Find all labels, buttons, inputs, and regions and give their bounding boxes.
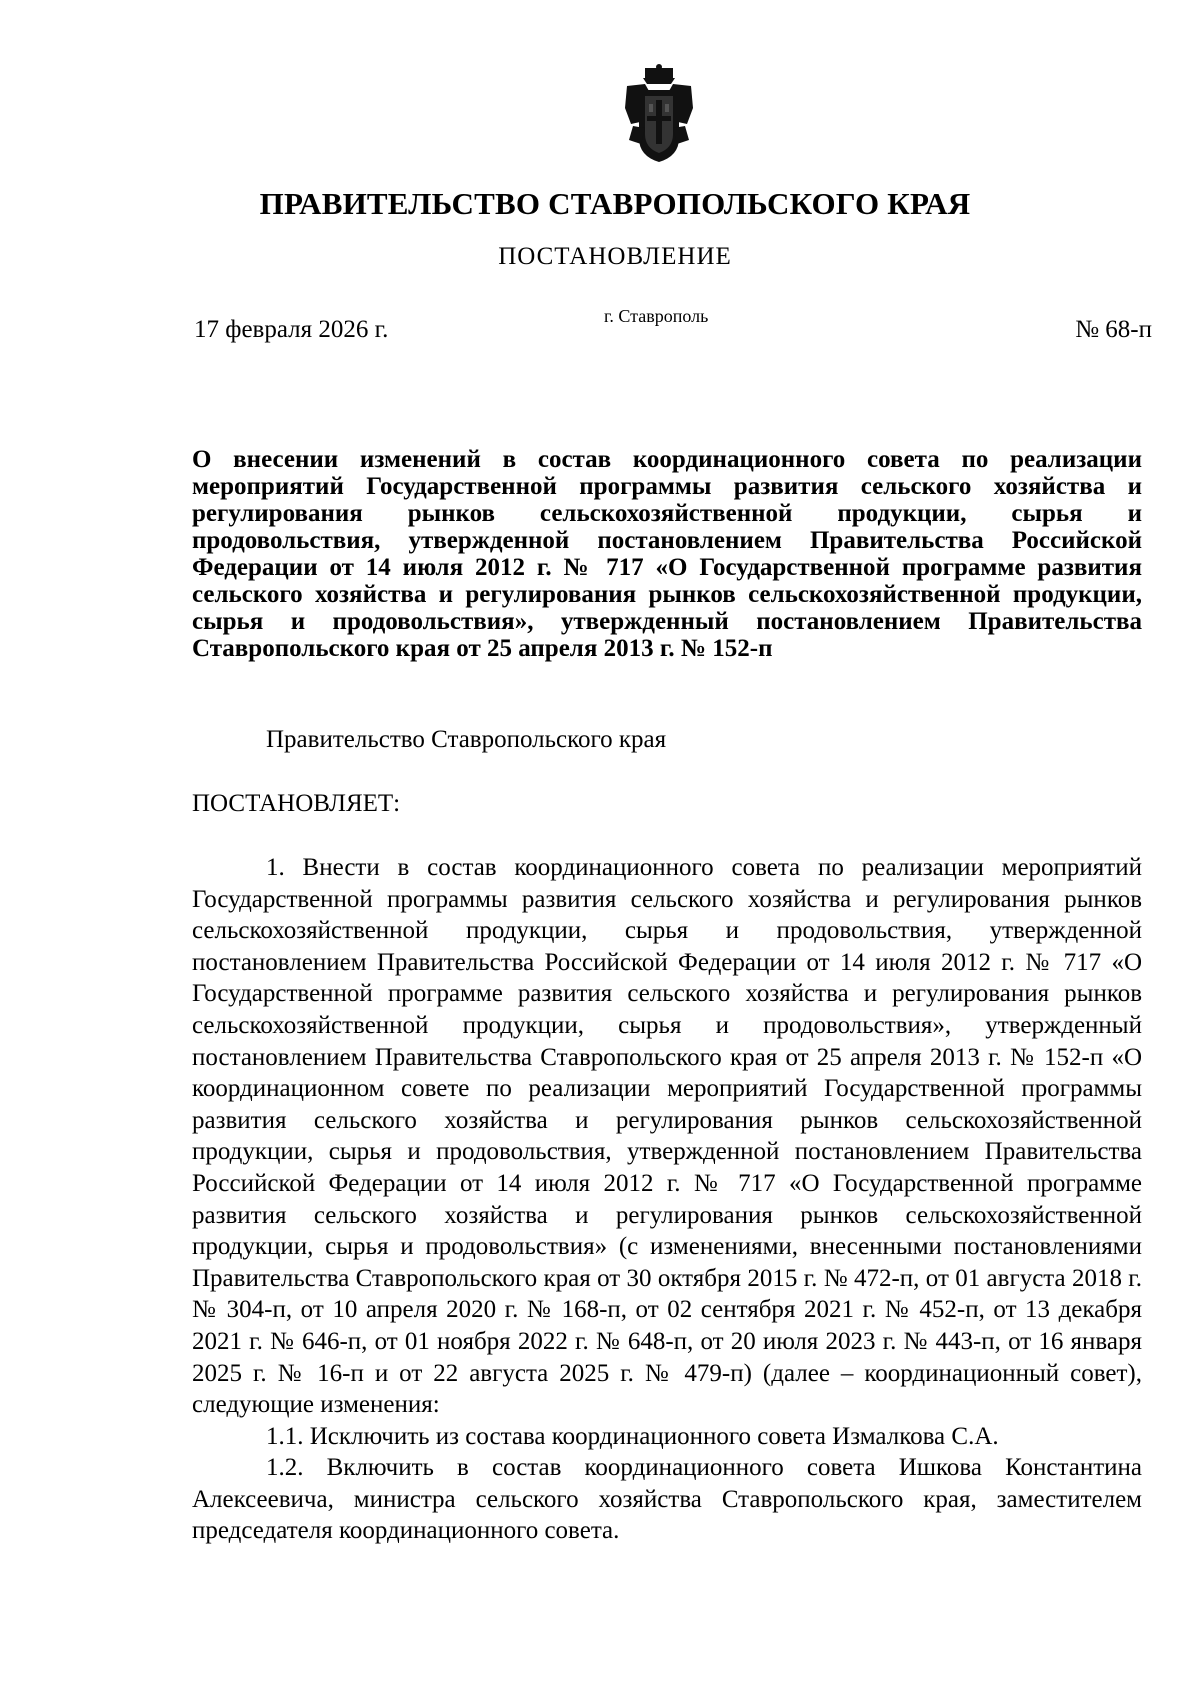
document-type: ПОСТАНОВЛЕНИЕ xyxy=(498,243,732,270)
paragraph-1-2: 1.2. Включить в состав координационного совета Ишкова Константина Алексеевича, министра сельского хозяйства Ставропольского края, заместителем председателя координационного совета. xyxy=(192,1454,1142,1545)
coat-of-arms-icon xyxy=(623,64,695,164)
document-date: 17 февраля 2026 г. xyxy=(194,316,389,343)
document-subject: О внесении изменений в состав координационного совета по реализации мероприятий Государственной программы развития сельского хозяйства и регулирования рынков сельскохозяйственной продукции, сырья и продовольствия, утвержденной постановлением Правительства Российской Федерации от 14 июля 2012 г. № 717 «О Государственной программе развития сельского хозяйства и регулирования рынков сельскохозяйственной продукции, сырья и продовольствия», утвержденный постановлением Правительства Ставропольского края от 25 апреля 2013 г. № 152-п xyxy=(192,446,1142,662)
issuer-name: Правительство Ставропольского края xyxy=(266,726,667,753)
paragraph-1-1: 1.1. Исключить из состава координационного совета Измалкова С.А. xyxy=(266,1422,999,1450)
paragraph-1: 1. Внести в состав координационного совета по реализации мероприятий Государственной программы развития сельского хозяйства и регулирования рынков сельскохозяйственной продукции, сырья и продовольствия, утвержденной постановлением Правительства Российской Федерации от 14 июля 2012 г. № 717 «О Государственной программе развития сельского хозяйства и регулирования рынков сельскохозяйственной продукции, сырья и продовольствия», утвержденный постановлением Правительства Ставропольского края от 25 апреля 2013 г. № 152-п «О координационном совете по реализации мероприятий Государственной программы развития сельского хозяйства и регулирования рынков сельскохозяйственной продукции, сырья и продовольствия, утвержденной постановлением Правительства Российской Федерации от 14 июля 2012 г. № 717 «О Государственной программе развития сельского хозяйства и регулирования рынков сельскохозяйственной продукции, сырья и продовольствия» (с изменениями, внесенными постановлениями Правительства Ставропольского края от 30 октября 2015 г. № 472-п, от 01 августа 2018 г. № 304-п, от 10 апреля 2020 г. № 168-п, от 02 сентября 2021 г. № 452-п, от 13 декабря 2021 г. № 646-п, от 01 ноября 2022 г. № 648-п, от 20 июля 2023 г. № 443-п, от 16 января 2025 г. № 16-п и от 22 августа 2025 г. № 479-п) (далее – координационный совет), следующие изменения: xyxy=(192,854,1142,1419)
government-name: ПРАВИТЕЛЬСТВО СТАВРОПОЛЬСКОГО КРАЯ xyxy=(259,186,971,221)
document-number: № 68-п xyxy=(1075,316,1152,343)
resolution-body xyxy=(192,852,1142,1547)
resolves-heading: ПОСТАНОВЛЯЕТ: xyxy=(192,790,401,817)
document-city: г. Ставрополь xyxy=(604,306,709,326)
